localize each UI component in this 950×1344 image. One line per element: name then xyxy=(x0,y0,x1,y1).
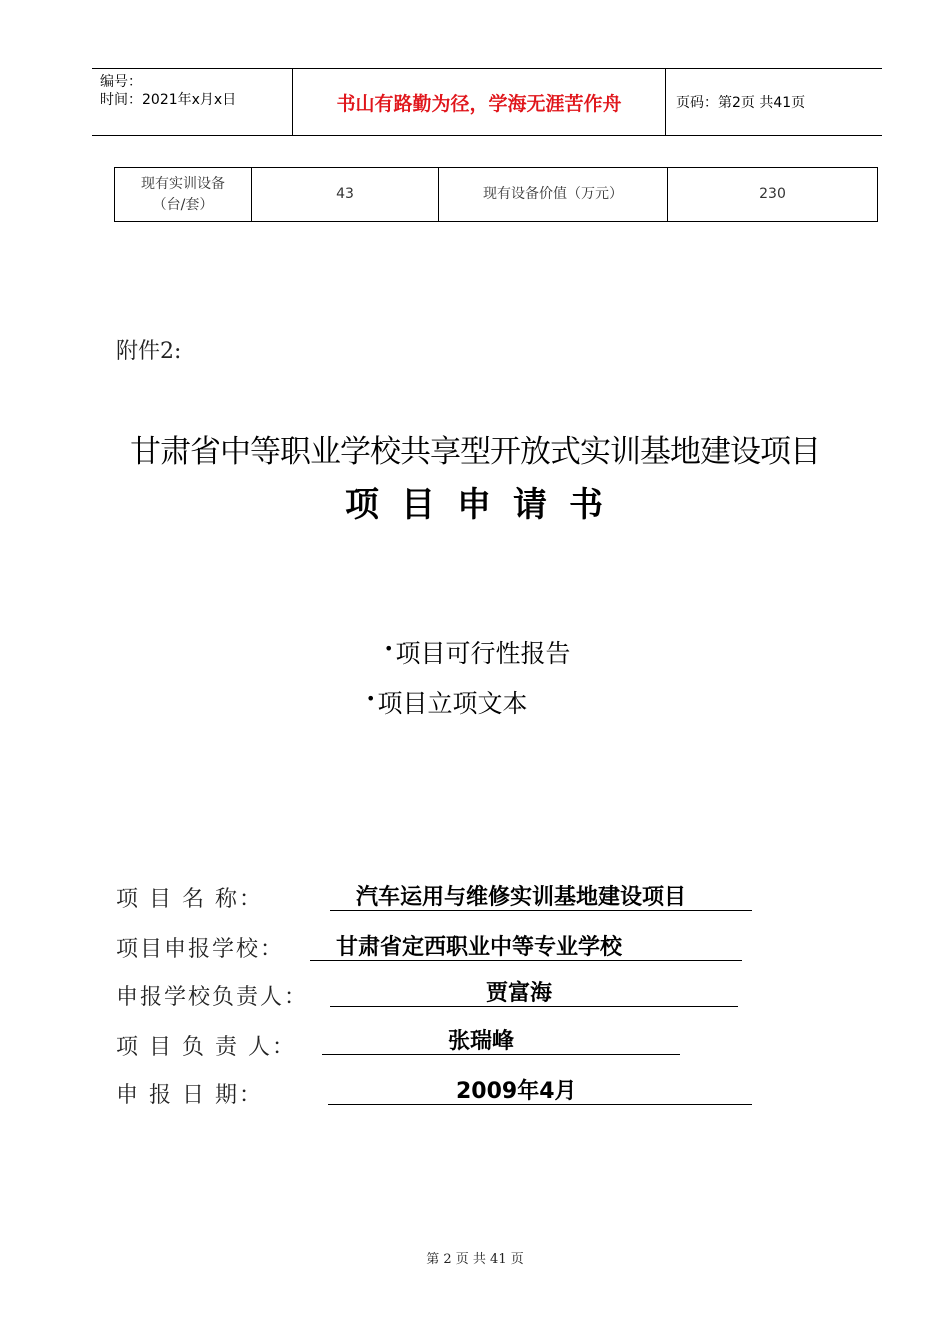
header-motto: 书山有路勤为径，学海无涯苦作舟 xyxy=(293,69,666,135)
school-row xyxy=(116,932,284,963)
bullet-text: 项目可行性报告 xyxy=(395,639,571,668)
apply-date-field xyxy=(328,1074,752,1105)
bullet-item xyxy=(366,684,527,720)
apply-date-value: 2009年4月 xyxy=(456,1079,577,1104)
document-title-line2: 项目申请书 xyxy=(345,485,625,525)
page-header xyxy=(92,68,882,136)
project-leader-field xyxy=(322,1024,680,1055)
apply-date-label: 申 报 日 期： xyxy=(116,1083,263,1108)
bullet-item xyxy=(384,634,570,670)
school-head-field xyxy=(330,976,738,1007)
serial-label: 编号： xyxy=(100,74,142,90)
equipment-count-value: 43 xyxy=(252,168,439,222)
page-footer: 第 2 页 共 41 页 xyxy=(426,1252,524,1267)
project-name-label: 项 目 名 称： xyxy=(116,887,263,912)
school-field xyxy=(310,930,742,961)
bullet-icon: • xyxy=(366,689,376,708)
equipment-count-label-line2: （台/套） xyxy=(152,196,214,213)
school-value: 甘肃省定西职业中等专业学校 xyxy=(336,935,623,960)
project-leader-label: 项 目 负 责 人： xyxy=(116,1035,296,1060)
school-head-value: 贾富海 xyxy=(486,981,553,1006)
header-page-number: 页码：第2页 共41页 xyxy=(676,95,806,111)
project-name-field xyxy=(330,880,752,911)
school-head-label: 申报学校负责人： xyxy=(116,985,309,1010)
project-name-row xyxy=(116,882,263,913)
apply-date-row xyxy=(116,1078,263,1109)
equipment-value-value: 230 xyxy=(668,168,878,222)
project-name-value: 汽车运用与维修实训基地建设项目 xyxy=(356,885,687,910)
school-label: 项目申报学校： xyxy=(116,937,285,962)
school-head-row xyxy=(116,980,308,1011)
project-leader-value: 张瑞峰 xyxy=(448,1029,515,1054)
equipment-count-label-cell xyxy=(115,168,252,222)
equipment-value-label: 现有设备价值（万元） xyxy=(439,168,668,222)
document-title-line1: 甘肃省中等职业学校共享型开放式实训基地建设项目 xyxy=(130,434,820,470)
bullet-icon: • xyxy=(384,639,394,658)
project-leader-row xyxy=(116,1030,296,1061)
header-meta-cell xyxy=(92,69,293,135)
table-row xyxy=(115,168,878,222)
equipment-count-label-line1: 现有实训设备 xyxy=(141,175,225,192)
annex-label: 附件2: xyxy=(116,339,182,364)
time-label: 时间：2021年x月x日 xyxy=(100,92,237,108)
bullet-text: 项目立项文本 xyxy=(377,689,528,718)
equipment-table xyxy=(114,167,878,222)
